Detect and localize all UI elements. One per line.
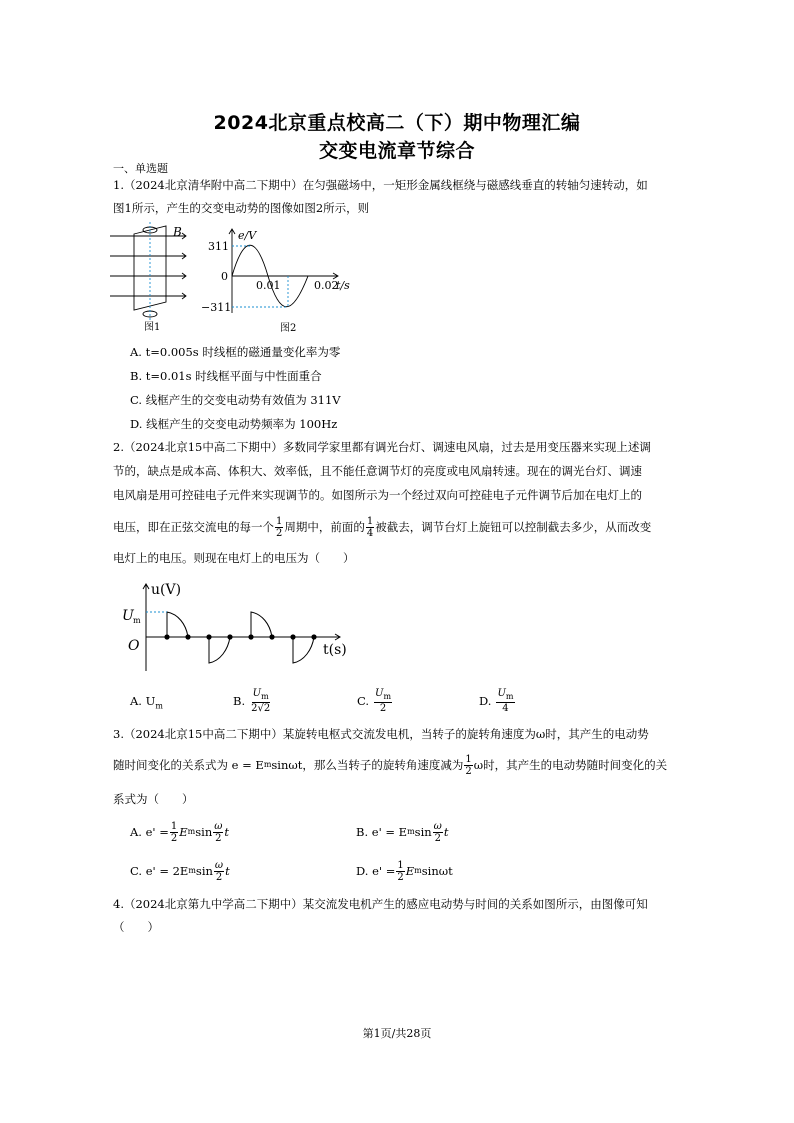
fig2-ylabel: e/V [238,229,257,242]
q2-voltage-figure [118,578,358,676]
q4-stem-line2: （ ） [113,920,159,934]
q2-stem-line3: 电风扇是用可控硅电子元件来实现调节的。如图所示为一个经过双向可控硅电子元件调节后加在电灯上的 [113,488,642,502]
q2-fraction-half: $\frac{1}{2}$ [276,515,283,539]
fig2-xtick-2: 0.02 [314,279,339,292]
doc-subtitle: 交变电流章节综合 [318,140,475,162]
fig2-ytick-top: 311 [208,240,229,253]
q1-option-d: D. 线框产生的交变电动势频率为 100Hz [130,417,338,431]
fig2-xtick-1: 0.01 [256,279,281,292]
q2-fig-um: U [122,608,134,624]
q2-stem-line2: 节的，缺点是成本高、体积大、效率低，且不能任意调节灯的亮度或电风扇转速。现在的调光台灯、调速 [113,464,642,478]
q2-line4-part2: 周期中，前面的 [284,520,365,534]
q2-option-b: B. $\frac{U_m}{2√2}$ [233,688,271,714]
q1-option-a: A. t=0.005s 时线框的磁通量变化率为零 [130,345,341,359]
q1-stem-line2: 图1所示，产生的交变电动势的图像如图2所示，则 [113,201,370,215]
fig1-label-B: B [173,225,182,239]
q2-stem-line4 [113,512,651,542]
q2-stem-line1: 2.（2024北京15中高二下期中）多数同学家里都有调光台灯、调速电风扇，过去是用变压器来实现上述调 [113,440,651,454]
fig2-caption: 图2 [280,323,297,334]
q2-option-d: D. $\frac{U_m}{4}$ [479,688,514,714]
q2-fig-origin: O [128,638,140,654]
q1-option-b: B. t=0.01s 时线框平面与中性面重合 [130,369,322,383]
q2-stem-line5: 电灯上的电压。则现在电灯上的电压为（ ） [113,551,355,565]
q1-option-c: C. 线框产生的交变电动势有效值为 311V [130,393,341,407]
q2-line4-part1: 电压，即在正弦交流电的每一个 [113,520,274,534]
q3-option-b: B. e' = E m sin $\frac{\omega}{2}$ t [356,820,449,844]
q1-figure1 [108,222,198,334]
q1-figure2 [198,225,358,335]
fig2-ytick-zero: 0 [221,270,228,283]
fig2-ytick-bottom: −311 [201,301,232,314]
q2-fig-xlabel: t(s) [323,642,347,658]
fig1-caption: 图1 [144,322,161,333]
q3-option-a: A. e' = $\frac{1}{2}$ E m sin $\frac{\omega}{2}$ t [130,820,230,844]
q1-stem-line1: 1.（2024北京清华附中高二下期中）在匀强磁场中，一矩形金属线框绕与磁感线垂直的转轴匀速转动，如 [113,178,648,192]
q2-option-c: C. $\frac{U_m}{2}$ [357,688,392,714]
q3-stem-line3: 系式为（ ） [113,792,194,806]
q3-stem-line1: 3.（2024北京15中高二下期中）某旋转电枢式交流发电机，当转子的旋转角速度为ω时，其产生的电动势 [113,727,649,741]
doc-title: 2024北京重点校高二（下）期中物理汇编 [213,112,581,134]
q3-option-c: C. e' = 2E m sin $\frac{\omega}{2}$ t [130,859,230,883]
q2-fig-ylabel: u(V) [151,582,182,598]
q2-fraction-quarter: $\frac{1}{4}$ [366,515,374,539]
q2-fig-um-sub: m [133,616,141,625]
q4-stem-line1: 4.（2024北京第九中学高二下期中）某交流发电机产生的感应电动势与时间的关系如图所示，由图像可知 [113,897,648,911]
page-footer: 第1页/共28页 [362,1027,432,1040]
q2-option-a: A. $U_m$ [130,694,163,711]
fig2-xunit: t/s [336,279,350,292]
q3-stem-line2: 随时间变化的关系式为 e = E m sinωt，那么当转子的旋转角速度减为 $\frac{1}{2}$ ω时，其产生的电动势随时间变化的关 [113,753,668,777]
q2-line4-part3: 被截去，调节台灯上旋钮可以控制截去多少，从而改变 [375,520,652,534]
q3-option-d: D. e' = $\frac{1}{2}$ E m sinωt [356,859,453,883]
section-heading: 一、单选题 [113,162,168,175]
